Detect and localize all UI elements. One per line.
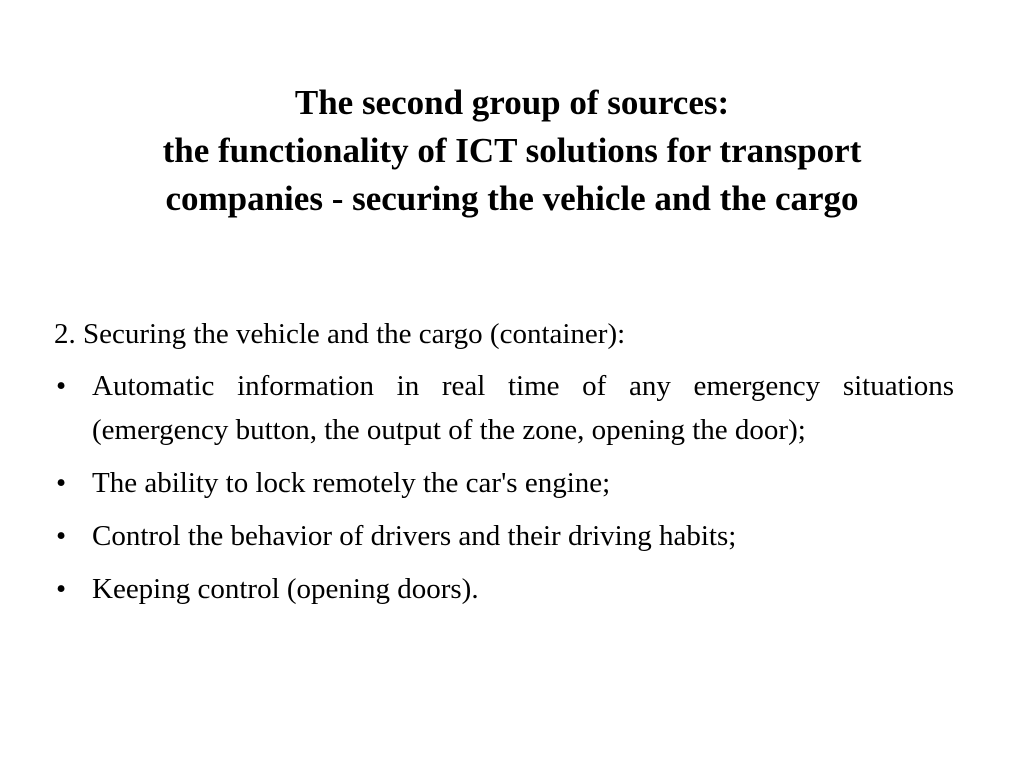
slide-body bbox=[54, 312, 954, 620]
title-line-2: the functionality of ICT solutions for transport bbox=[162, 131, 862, 170]
bullet-icon: • bbox=[56, 573, 67, 605]
bullet-item bbox=[54, 514, 954, 558]
bullet-icon: • bbox=[56, 520, 67, 552]
bullet-text: Automatic information in real time of any emergency situations (emergency button, the output of the zone, opening the door); bbox=[92, 370, 954, 446]
bullet-item bbox=[54, 461, 954, 505]
slide-title bbox=[60, 79, 964, 223]
bullet-text: Control the behavior of drivers and their driving habits; bbox=[92, 520, 737, 552]
title-line-1: The second group of sources: bbox=[294, 83, 730, 122]
bullet-text: Keeping control (opening doors). bbox=[92, 573, 479, 605]
bullet-icon: • bbox=[56, 467, 67, 499]
bullet-item bbox=[54, 364, 954, 452]
title-line-3: companies - securing the vehicle and the cargo bbox=[165, 179, 859, 218]
bullet-text: The ability to lock remotely the car's engine; bbox=[92, 467, 611, 499]
bullet-item bbox=[54, 567, 954, 611]
section-intro: 2. Securing the vehicle and the cargo (container): bbox=[54, 318, 626, 350]
bullet-list bbox=[54, 364, 954, 611]
bullet-icon: • bbox=[56, 370, 67, 402]
